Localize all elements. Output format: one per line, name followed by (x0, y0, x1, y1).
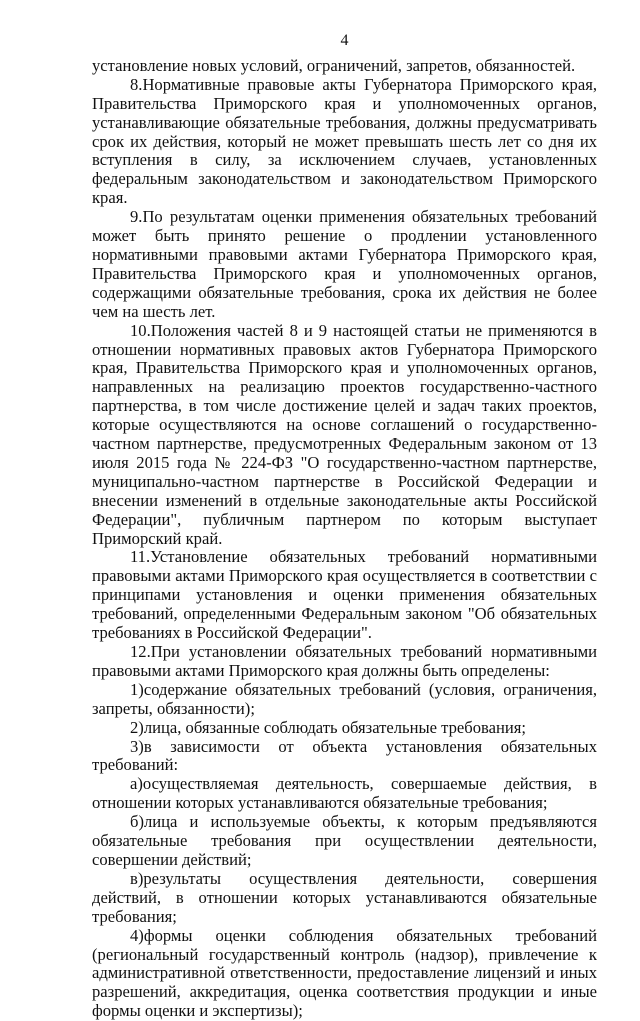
paragraph: 10.Положения частей 8 и 9 настоящей статьи не применяются в отношении нормативных правовых актов Губернатора Приморского края, Правительства Приморского края и уполномоченных органов, направленных на реализацию проектов государственно-частного партнерства, в том числе достижение целей и задач таких проектов, которые осуществляются на основе соглашений о государственно-частном партнерстве, предусмотренных Федеральным законом от 13 июля 2015 года № 224-ФЗ "О государственно-частном партнерстве, муниципально-частном партнерстве в Российской Федерации и внесении изменений в отдельные законодательные акты Российской Федерации", публичным партнером по которым выступает Приморский край. (92, 320, 597, 548)
paragraph: 9.По результатам оценки применения обязательных требований может быть принято решение о продлении установленного нормативными правовыми актами Губернатора Приморского края, Правительства Приморского края и уполномоченных органов, содержащими обязательные требования, срока их действия не более чем на шесть лет. (92, 207, 597, 321)
page-number: 4 (340, 32, 349, 49)
paragraph: 12.При установлении обязательных требований нормативными правовыми актами Приморского края должны быть определены: (92, 642, 597, 680)
paragraph: 11.Установление обязательных требований нормативными правовыми актами Приморского края осуществляется в соответствии с принципами установления и оценки применения обязательных требований, определенными Федеральным законом "Об обязательных требованиях в Российской Федерации". (92, 547, 597, 643)
document-body (92, 57, 597, 1021)
paragraph: 2)лица, обязанные соблюдать обязательные требования; (130, 717, 526, 737)
document-page (92, 32, 597, 1021)
paragraph: 1)содержание обязательных требований (условия, ограничения, запреты, обязанности); (92, 679, 597, 718)
paragraph: установление новых условий, ограничений, запретов, обязанностей. (92, 55, 576, 75)
paragraph: 4)формы оценки соблюдения обязательных требований (региональный государственный контроль (надзор), привлечение к административной ответственности, предоставление лицензий и иных разрешений, аккредитация, оценка соответствия продукции и иные формы оценки и экспертизы); (92, 925, 597, 1021)
paragraph: б)лица и используемые объекты, к которым предъявляются обязательные требования при осуществлении деятельности, совершении действий; (92, 812, 597, 869)
paragraph: а)осуществляемая деятельность, совершаемые действия, в отношении которых устанавливаются обязательные требования; (92, 774, 597, 813)
paragraph: 3)в зависимости от объекта установления обязательных требований: (92, 736, 597, 775)
paragraph: 8.Нормативные правовые акты Губернатора Приморского края, Правительства Приморского края и уполномоченных органов, устанавливающие обязательные требования, должны предусматривать срок их действия, который не может превышать шесть лет со дня их вступления в силу, за исключением случаев, установленных федеральным законодательством и законодательством Приморского края. (92, 74, 597, 208)
paragraph: в)результаты осуществления деятельности, совершения действий, в отношении которых устанавливаются обязательные требования; (92, 868, 597, 926)
